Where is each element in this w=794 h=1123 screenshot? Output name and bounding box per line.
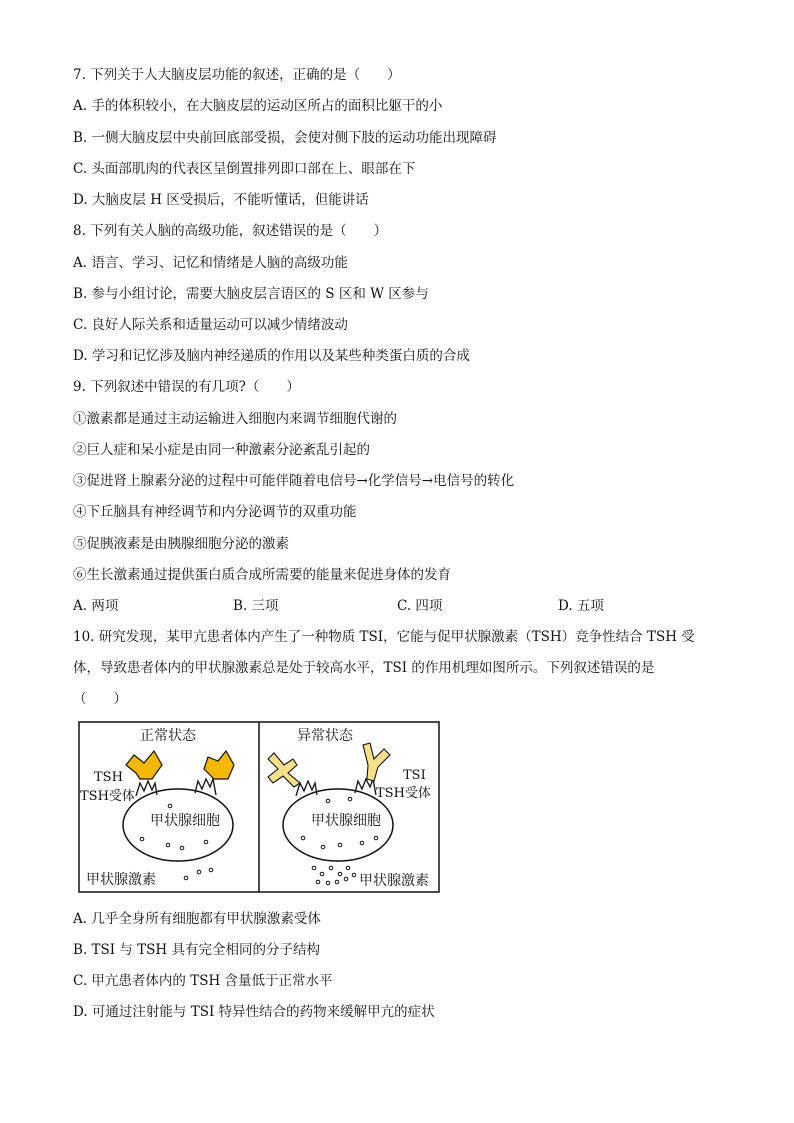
q9-option-d: D. 五项: [558, 598, 604, 614]
q9-option-a: A. 两项: [73, 598, 119, 614]
q7-stem: 7. 下列关于人大脑皮层功能的叙述，正确的是（ ）: [73, 67, 401, 83]
left-cell-label: 甲状腺细胞: [150, 813, 220, 829]
q7-option-d: D. 大脑皮层 H 区受损后，不能听懂话，但能讲话: [73, 192, 369, 208]
tsh-receptor-right-label: TSH受体: [376, 786, 431, 801]
q8-option-b: B. 参与小组讨论，需要大脑皮层言语区的 S 区和 W 区参与: [73, 286, 429, 302]
q9-statement-3: ③促进肾上腺素分泌的过程中可能伴随着电信号→化学信号→电信号的转化: [73, 473, 515, 489]
q9-statement-6: ⑥生长激素通过提供蛋白质合成所需要的能量来促进身体的发育: [73, 567, 451, 583]
tsh-receptor-left-label: TSH受体: [80, 789, 135, 804]
q8-option-d: D. 学习和记忆涉及脑内神经递质的作用以及某些种类蛋白质的合成: [73, 348, 470, 364]
q7-option-a: A. 手的体积较小，在大脑皮层的运动区所占的面积比躯干的小: [73, 98, 443, 114]
left-title: 正常状态: [140, 728, 196, 744]
q10-option-b: B. TSI 与 TSH 具有完全相同的分子结构: [73, 942, 320, 958]
tsi-mechanism-diagram: [78, 721, 440, 893]
q8-option-a: A. 语言、学习、记忆和情绪是人脑的高级功能: [73, 255, 348, 271]
q10-option-a: A. 几乎全身所有细胞都有甲状腺激素受体: [73, 911, 321, 927]
q9-statement-1: ①激素都是通过主动运输进入细胞内来调节细胞代谢的: [73, 411, 397, 427]
right-title: 异常状态: [297, 728, 353, 744]
tsh-label: TSH: [94, 770, 123, 785]
q8-stem: 8. 下列有关人脑的高级功能，叙述错误的是（ ）: [73, 223, 388, 239]
right-cell-label: 甲状腺细胞: [311, 813, 381, 829]
q9-option-b: B. 三项: [233, 598, 279, 614]
left-hormone-label: 甲状腺激素: [86, 872, 156, 888]
q10-option-d: D. 可通过注射能与 TSI 特异性结合的药物来缓解甲亢的症状: [73, 1004, 435, 1020]
q9-option-c: C. 四项: [397, 598, 443, 614]
q10-option-c: C. 甲亢患者体内的 TSH 含量低于正常水平: [73, 973, 333, 989]
q9-statement-2: ②巨人症和呆小症是由同一种激素分泌紊乱引起的: [73, 442, 370, 458]
q10-stem-line1: 10. 研究发现，某甲亢患者体内产生了一种物质 TSI，它能与促甲状腺激素（TSH）竞争性结合 TSH 受: [73, 629, 695, 645]
q8-option-c: C. 良好人际关系和适量运动可以减少情绪波动: [73, 317, 348, 333]
q7-option-b: B. 一侧大脑皮层中央前回底部受损，会使对侧下肢的运动功能出现障碍: [73, 130, 497, 146]
q9-statement-5: ⑤促胰液素是由胰腺细胞分泌的激素: [73, 536, 289, 552]
q7-option-c: C. 头面部肌肉的代表区呈倒置排列即口部在上、眼部在下: [73, 161, 416, 177]
tsi-label: TSI: [403, 768, 426, 783]
q9-statement-4: ④下丘脑具有神经调节和内分泌调节的双重功能: [73, 504, 357, 520]
tsi-mechanism-figure: [78, 721, 440, 893]
right-hormone-label: 甲状腺激素: [359, 873, 429, 889]
q10-stem-line3: （ ）: [73, 691, 127, 707]
q9-stem: 9. 下列叙述中错误的有几项?（ ）: [73, 379, 300, 395]
q10-stem-line2: 体，导致患者体内的甲状腺激素总是处于较高水平，TSI 的作用机理如图所示。下列叙述错误的是: [73, 660, 655, 676]
